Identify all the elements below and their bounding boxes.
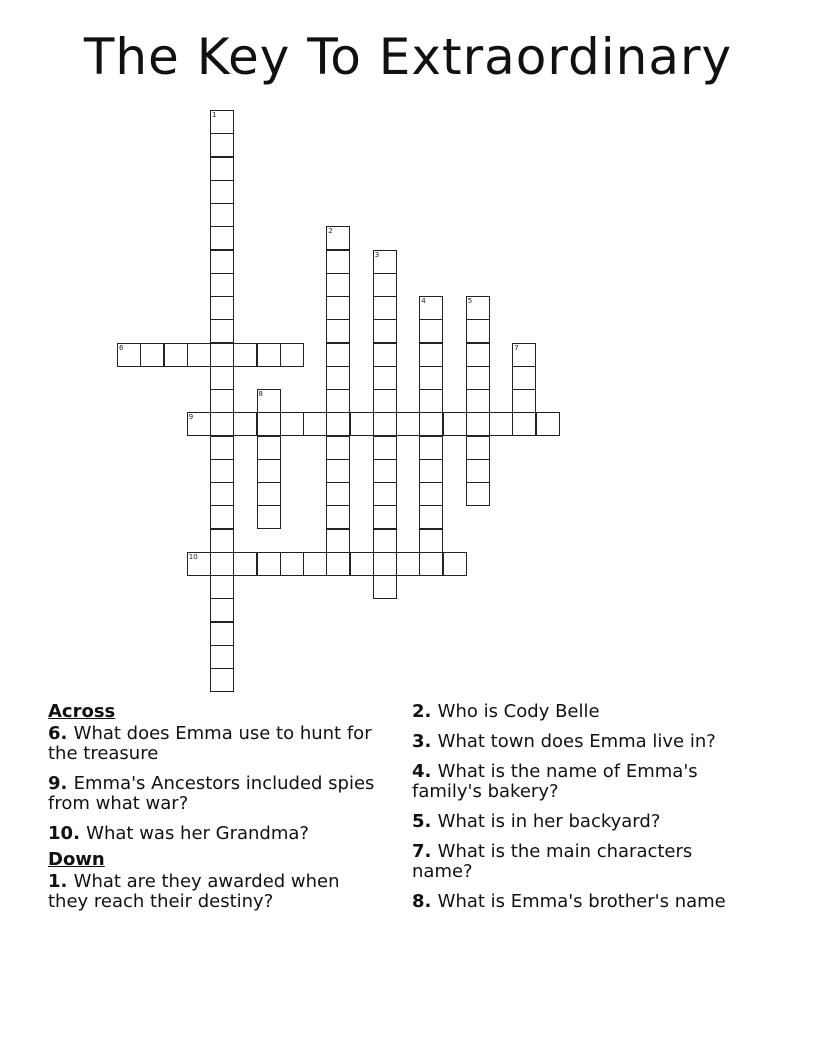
grid-cell[interactable] bbox=[210, 622, 234, 646]
grid-cell[interactable] bbox=[187, 412, 211, 436]
grid-cell[interactable] bbox=[140, 343, 164, 367]
grid-cell[interactable] bbox=[280, 343, 304, 367]
grid-cell[interactable] bbox=[326, 412, 350, 436]
grid-cell[interactable] bbox=[257, 436, 281, 460]
grid-cell[interactable] bbox=[326, 273, 350, 297]
across-heading: Across bbox=[48, 701, 116, 722]
cell-number: 6 bbox=[119, 343, 124, 352]
grid-cell[interactable] bbox=[210, 133, 234, 157]
grid-cell[interactable] bbox=[512, 343, 536, 367]
grid-cell[interactable] bbox=[210, 296, 234, 320]
grid-cell[interactable] bbox=[419, 389, 443, 413]
cell-number: 4 bbox=[421, 297, 426, 305]
grid-cell[interactable] bbox=[210, 459, 234, 483]
cell-number: 9 bbox=[188, 413, 194, 422]
grid-cell[interactable] bbox=[257, 552, 281, 576]
clue-text: What is the name of Emma's family's bakery? bbox=[412, 761, 698, 802]
grid-cell[interactable] bbox=[326, 552, 350, 576]
grid-cell[interactable] bbox=[350, 412, 374, 436]
grid-cell[interactable] bbox=[280, 412, 304, 436]
grid-cell[interactable] bbox=[326, 319, 350, 343]
grid-cell[interactable] bbox=[512, 366, 536, 390]
grid-cell[interactable] bbox=[210, 412, 234, 436]
clue-text: Emma's Ancestors included spies from what war? bbox=[48, 773, 375, 814]
grid-cell[interactable] bbox=[373, 343, 397, 367]
cell-number: 2 bbox=[328, 227, 333, 236]
clue-text: What is Emma's brother's name bbox=[437, 891, 726, 912]
grid-cell[interactable] bbox=[396, 552, 420, 576]
grid-cell[interactable] bbox=[466, 389, 490, 413]
grid-cell[interactable] bbox=[326, 296, 350, 320]
grid-cell[interactable] bbox=[443, 552, 467, 576]
grid-cell[interactable] bbox=[466, 366, 490, 390]
page-title: The Key To Extraordinary bbox=[83, 28, 733, 86]
grid-cell[interactable] bbox=[210, 575, 234, 599]
grid-cell[interactable] bbox=[326, 343, 350, 367]
grid-cell[interactable] bbox=[373, 529, 397, 553]
grid-cell[interactable] bbox=[373, 296, 397, 320]
grid-cell[interactable] bbox=[210, 552, 234, 576]
grid-cell[interactable] bbox=[210, 343, 234, 367]
clue-text: What are they awarded when they reach their destiny? bbox=[48, 871, 340, 912]
cell-number: 1 bbox=[212, 111, 217, 119]
cell-number: 8 bbox=[258, 390, 263, 398]
grid-cell[interactable] bbox=[210, 226, 234, 250]
clue-across-9: 9. Emma's Ancestors included spies from what war? bbox=[48, 773, 375, 814]
grid-cell[interactable] bbox=[466, 412, 490, 436]
clue-number: 8 bbox=[412, 891, 425, 912]
grid-cell[interactable] bbox=[419, 412, 443, 436]
clue-text: What is in her backyard? bbox=[437, 811, 661, 832]
grid-cell[interactable] bbox=[373, 273, 397, 297]
clue-across-10: 10. What was her Grandma? bbox=[48, 823, 309, 844]
clue-text: What does Emma use to hunt for the treasure bbox=[48, 723, 372, 764]
grid-cell[interactable] bbox=[350, 552, 374, 576]
grid-cell[interactable] bbox=[280, 552, 304, 576]
grid-cell[interactable] bbox=[419, 436, 443, 460]
grid-cell[interactable] bbox=[210, 157, 234, 181]
clue-number: 2 bbox=[412, 701, 425, 722]
grid-cell[interactable] bbox=[373, 250, 397, 274]
grid-cell[interactable] bbox=[210, 668, 234, 692]
grid-cell[interactable] bbox=[187, 343, 211, 367]
clue-number: 10 bbox=[48, 823, 74, 844]
grid-cell[interactable] bbox=[326, 250, 350, 274]
down-heading: Down bbox=[48, 849, 105, 870]
grid-cell[interactable] bbox=[210, 529, 234, 553]
grid-cell[interactable] bbox=[373, 482, 397, 506]
grid-cell[interactable] bbox=[257, 343, 281, 367]
clue-text: What town does Emma live in? bbox=[437, 731, 716, 752]
grid-cell[interactable] bbox=[326, 529, 350, 553]
grid-cell[interactable] bbox=[443, 412, 467, 436]
grid-cell[interactable] bbox=[373, 319, 397, 343]
grid-cell[interactable] bbox=[373, 575, 397, 599]
grid-cell[interactable] bbox=[373, 552, 397, 576]
grid-cell[interactable] bbox=[466, 482, 490, 506]
grid-cell[interactable] bbox=[466, 296, 490, 320]
grid-cell[interactable] bbox=[373, 459, 397, 483]
grid-cell[interactable] bbox=[210, 319, 234, 343]
grid-cell[interactable] bbox=[326, 482, 350, 506]
clue-text: Who is Cody Belle bbox=[437, 701, 600, 722]
grid-cell[interactable] bbox=[187, 552, 211, 576]
grid-cell[interactable] bbox=[303, 412, 327, 436]
clue-down-7: 7. What is the main characters name? bbox=[412, 841, 693, 882]
grid-cell[interactable] bbox=[326, 436, 350, 460]
grid-cell[interactable] bbox=[419, 529, 443, 553]
grid-cell[interactable] bbox=[419, 319, 443, 343]
grid-cell[interactable] bbox=[326, 366, 350, 390]
grid-cell[interactable] bbox=[210, 482, 234, 506]
grid-cell[interactable] bbox=[419, 296, 443, 320]
grid-cell[interactable] bbox=[233, 552, 257, 576]
grid-cell[interactable] bbox=[210, 203, 234, 227]
grid-cell[interactable] bbox=[210, 436, 234, 460]
grid-cell[interactable] bbox=[466, 343, 490, 367]
clue-number: 3 bbox=[412, 731, 425, 752]
clue-down-1: 1. What are they awarded when they reach their destiny? bbox=[48, 871, 340, 912]
cell-number: 3 bbox=[374, 250, 380, 259]
grid-cell[interactable] bbox=[396, 412, 420, 436]
grid-cell[interactable] bbox=[512, 389, 536, 413]
grid-cell[interactable] bbox=[489, 412, 513, 436]
clue-down-3: 3. What town does Emma live in? bbox=[412, 731, 716, 752]
clues-left-column bbox=[48, 702, 378, 922]
grid-cell[interactable] bbox=[419, 366, 443, 390]
cell-number: 5 bbox=[467, 297, 473, 305]
grid-cell[interactable] bbox=[536, 412, 560, 436]
clue-number: 6 bbox=[48, 723, 61, 744]
grid-cell[interactable] bbox=[419, 482, 443, 506]
clue-text: What was her Grandma? bbox=[86, 823, 309, 844]
clue-number: 9 bbox=[48, 773, 61, 794]
grid-cell[interactable] bbox=[326, 389, 350, 413]
grid-cell[interactable] bbox=[210, 598, 234, 622]
clue-down-5: 5. What is in her backyard? bbox=[412, 811, 661, 832]
grid-cell[interactable] bbox=[233, 343, 257, 367]
clue-number: 7 bbox=[412, 841, 425, 862]
clues-right-column bbox=[412, 702, 752, 922]
grid-cell[interactable] bbox=[419, 343, 443, 367]
grid-cell[interactable] bbox=[373, 505, 397, 529]
grid-cell[interactable] bbox=[257, 389, 281, 413]
grid-cell[interactable] bbox=[164, 343, 188, 367]
grid-cell[interactable] bbox=[466, 459, 490, 483]
grid-cell[interactable] bbox=[210, 645, 234, 669]
grid-cell[interactable] bbox=[257, 505, 281, 529]
clue-number: 4 bbox=[412, 761, 425, 782]
grid-cell[interactable] bbox=[257, 482, 281, 506]
grid-cell[interactable] bbox=[419, 505, 443, 529]
clue-down-2: 2. Who is Cody Belle bbox=[412, 701, 600, 722]
cell-number: 10 bbox=[188, 552, 198, 561]
grid-cell[interactable] bbox=[326, 226, 350, 250]
grid-cell[interactable] bbox=[210, 110, 234, 134]
clue-down-4: 4. What is the name of Emma's family's bakery? bbox=[412, 761, 698, 802]
grid-cell[interactable] bbox=[466, 436, 490, 460]
grid-cell[interactable] bbox=[210, 273, 234, 297]
grid-cell[interactable] bbox=[210, 505, 234, 529]
clue-text: What is the main characters name? bbox=[412, 841, 693, 882]
grid-cell[interactable] bbox=[373, 436, 397, 460]
grid-cell[interactable] bbox=[373, 389, 397, 413]
grid-cell[interactable] bbox=[210, 389, 234, 413]
grid-cell[interactable] bbox=[303, 552, 327, 576]
grid-cell[interactable] bbox=[210, 180, 234, 204]
grid-cell[interactable] bbox=[233, 412, 257, 436]
clue-number: 1 bbox=[48, 871, 61, 892]
grid-cell[interactable] bbox=[512, 412, 536, 436]
grid-cell[interactable] bbox=[257, 459, 281, 483]
clue-number: 5 bbox=[412, 811, 425, 832]
clue-down-8: 8. What is Emma's brother's name bbox=[412, 891, 726, 912]
clue-across-6: 6. What does Emma use to hunt for the treasure bbox=[48, 723, 372, 764]
cell-number: 7 bbox=[514, 343, 519, 352]
grid-cell[interactable] bbox=[466, 319, 490, 343]
grid-cell[interactable] bbox=[117, 343, 141, 367]
grid-cell[interactable] bbox=[419, 459, 443, 483]
grid-cell[interactable] bbox=[210, 250, 234, 274]
grid-cell[interactable] bbox=[373, 412, 397, 436]
grid-cell[interactable] bbox=[419, 552, 443, 576]
grid-cell[interactable] bbox=[210, 366, 234, 390]
grid-cell[interactable] bbox=[326, 505, 350, 529]
grid-cell[interactable] bbox=[326, 459, 350, 483]
grid-cell[interactable] bbox=[257, 412, 281, 436]
grid-cell[interactable] bbox=[373, 366, 397, 390]
